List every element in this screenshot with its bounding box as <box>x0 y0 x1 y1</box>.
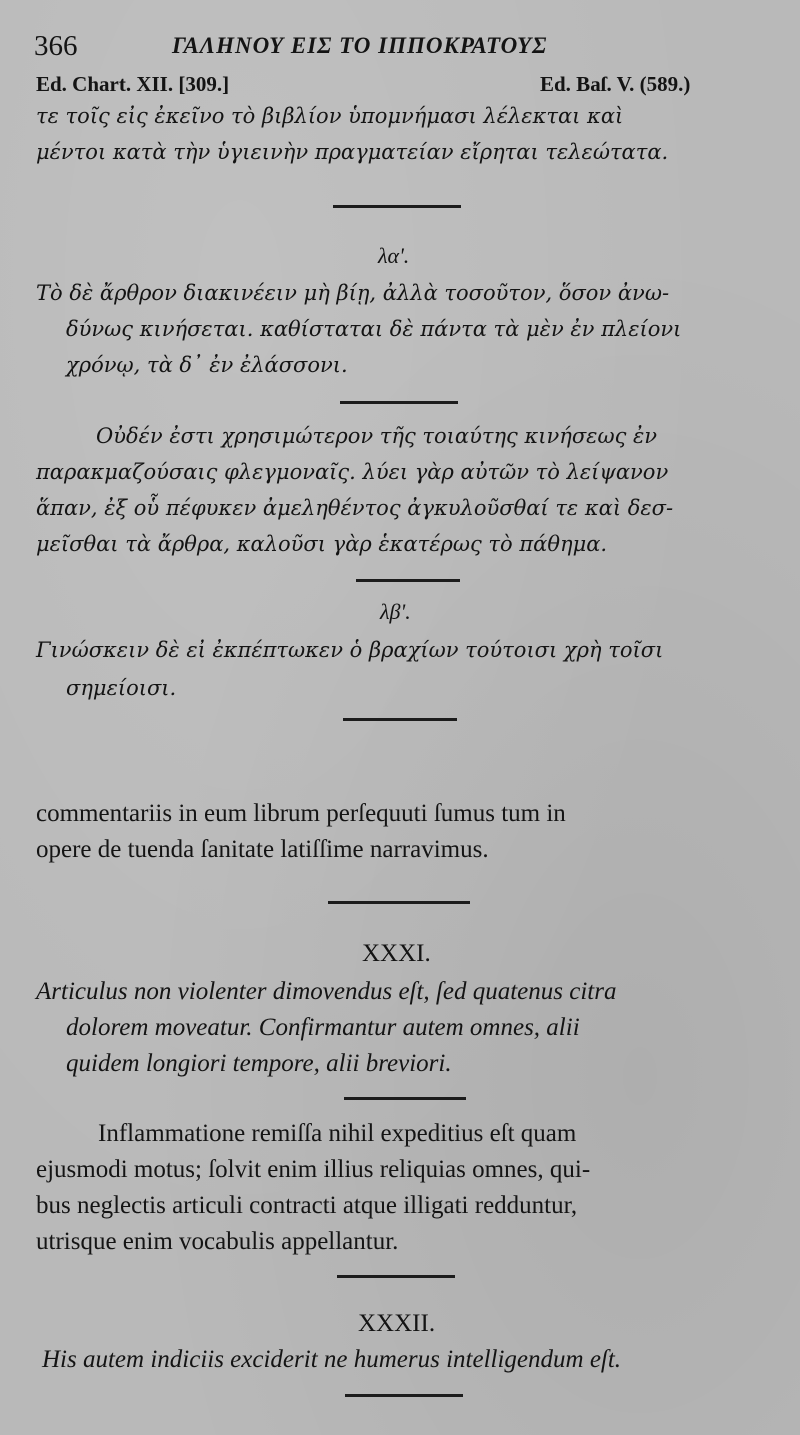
section-divider <box>337 1275 455 1278</box>
greek-aphorism-line: χρόνῳ, τὰ δ᾽ ἐν ἐλάσσονι. <box>66 353 348 377</box>
latin-intro-line: commentariis in eum librum perſequuti ſumus tum in <box>36 800 566 827</box>
latin-aphorism-line: dolorem moveatur. Confirmantur autem omnes, alii <box>66 1014 580 1041</box>
greek-intro-line: τε τοῖς εἰς ἐκεῖνο τὸ βιβλίον ὑπομνήμασι λέλεκται καὶ <box>36 104 624 128</box>
greek-commentary-line: μεῖσθαι τὰ ἄρθρα, καλοῦσι γὰρ ἑκατέρως τὸ πάθημα. <box>36 532 608 556</box>
section-divider <box>340 401 458 404</box>
page-number: 366 <box>34 30 78 62</box>
latin-aphorism-line: Articulus non violenter dimovendus eſt, ſed quatenus citra <box>36 978 617 1005</box>
edition-chart-reference: Ed. Chart. XII. [309.] <box>36 72 230 96</box>
latin-commentary-line: Inflammatione remiſſa nihil expeditius eſt quam <box>98 1120 577 1147</box>
greek-aphorism-line: σημείοισι. <box>66 676 177 700</box>
section-divider <box>343 718 457 721</box>
greek-section-number: λα'. <box>378 243 410 268</box>
latin-commentary-line: utrisque enim vocabulis appellantur. <box>36 1228 399 1255</box>
latin-commentary-line: ejusmodi motus; ſolvit enim illius reliquias omnes, qui- <box>36 1156 591 1183</box>
greek-section-number: λβ'. <box>380 599 411 624</box>
greek-aphorism-line: Γινώσκειν δὲ εἰ ἐκπέπτωκεν ὁ βραχίων τούτοισι χρὴ τοῖσι <box>36 638 664 662</box>
section-divider <box>328 901 470 904</box>
running-title: ΓΑΛΗΝΟΥ ΕΙΣ ΤΟ ΙΠΠΟΚΡΑΤΟΥΣ <box>172 33 548 58</box>
section-divider <box>356 579 460 582</box>
section-divider <box>333 205 461 208</box>
latin-aphorism-line: His autem indiciis exciderit ne humerus intelligendum eſt. <box>42 1346 622 1373</box>
greek-commentary-line: ἅπαν, ἐξ οὗ πέφυκεν ἀμεληθέντος ἀγκυλοῦσθαί τε καὶ δεσ- <box>36 496 674 520</box>
greek-commentary-line: παρακμαζούσαις φλεγμοναῖς. λύει γὰρ αὐτῶν τὸ λείψανον <box>36 460 669 484</box>
greek-intro-line: μέντοι κατὰ τὴν ὑγιεινὴν πραγματείαν εἴρηται τελεώτατα. <box>36 140 669 164</box>
edition-basel-reference: Ed. Baſ. V. (589.) <box>540 72 691 96</box>
greek-aphorism-line: Τὸ δὲ ἄρθρον διακινέειν μὴ βίῃ, ἀλλὰ τοσοῦτον, ὅσον ἀνω- <box>36 281 670 305</box>
latin-commentary-line: bus neglectis articuli contracti atque illigati redduntur, <box>36 1192 578 1219</box>
section-divider <box>344 1097 466 1100</box>
latin-aphorism-line: quidem longiori tempore, alii breviori. <box>66 1050 452 1077</box>
latin-section-number: XXXII. <box>358 1310 436 1337</box>
greek-aphorism-line: δύνως κινήσεται. καθίσταται δὲ πάντα τὰ μὲν ἐν πλείονι <box>66 317 682 341</box>
section-divider <box>345 1394 463 1397</box>
latin-section-number: XXXI. <box>362 940 431 967</box>
latin-intro-line: opere de tuenda ſanitate latiſſime narravimus. <box>36 836 489 863</box>
greek-commentary-line: Οὐδέν ἐστι χρησιμώτερον τῆς τοιαύτης κινήσεως ἐν <box>96 424 658 448</box>
